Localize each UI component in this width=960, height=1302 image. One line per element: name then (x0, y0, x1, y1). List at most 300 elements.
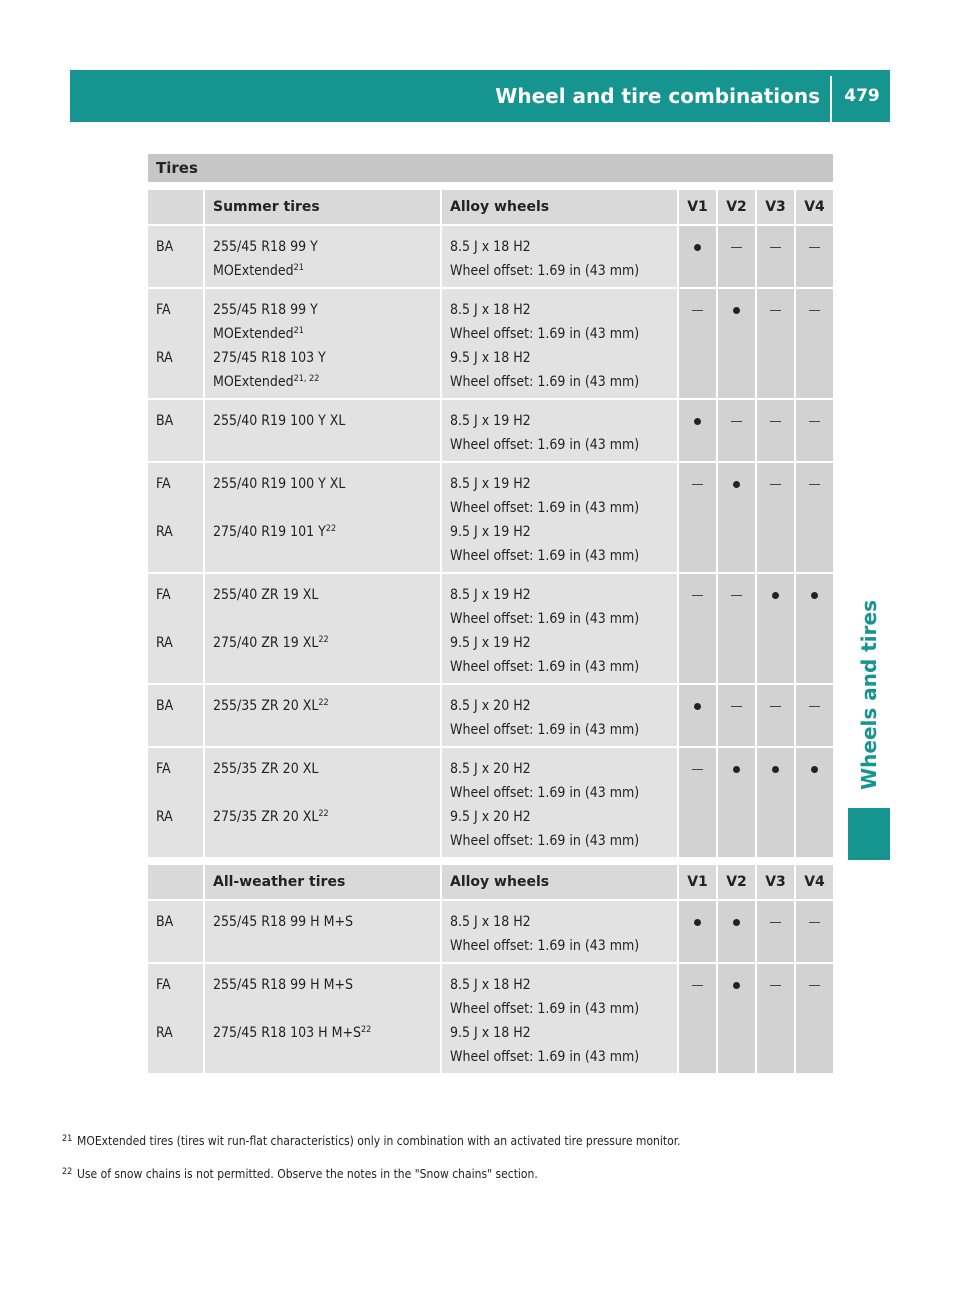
wheel-spec: 8.5 J x 18 H2 (450, 914, 531, 930)
footnote-22 (62, 1166, 822, 1182)
tire-size (213, 805, 440, 829)
approval-mark (796, 409, 833, 433)
all-weather-tires-table (146, 863, 835, 1075)
v4-cell (796, 574, 833, 683)
v-stack (796, 289, 833, 326)
wheel-cell (442, 400, 677, 461)
axle-cell (148, 226, 203, 287)
v3-cell (757, 463, 794, 572)
wheel-spec: Wheel offset: 1.69 in (43 mm) (450, 659, 640, 675)
tire-note (213, 322, 440, 346)
tire-size (213, 910, 440, 934)
not-approved-dash-icon (731, 247, 742, 248)
footnote-ref: 21 (293, 326, 304, 336)
spacer (213, 781, 440, 805)
axle-label: RA (156, 350, 173, 366)
approved-dot-icon (772, 592, 779, 599)
axle-stack (156, 748, 203, 833)
header-title: Wheel and tire combinations (495, 84, 820, 108)
approval-mark (718, 298, 755, 322)
axle-label: BA (156, 914, 174, 930)
v-stack (718, 289, 755, 326)
wheel-spec: 8.5 J x 19 H2 (450, 587, 531, 603)
v4-cell (796, 289, 833, 398)
wheel-cell (442, 901, 677, 962)
v4-cell (796, 901, 833, 962)
v-stack (679, 226, 716, 263)
axle-label: FA (156, 587, 171, 603)
wheel-spec: Wheel offset: 1.69 in (43 mm) (450, 938, 640, 954)
approval-mark (718, 235, 755, 259)
v4-cell (796, 685, 833, 746)
approved-dot-icon (772, 766, 779, 773)
tire-stack (213, 685, 440, 722)
axle-cell (148, 685, 203, 746)
wheel-column-header: Alloy wheels (442, 190, 677, 224)
wheel-spec: Wheel offset: 1.69 in (43 mm) (450, 548, 640, 564)
v-stack (679, 748, 716, 785)
approval-mark (796, 910, 833, 934)
v-stack (679, 964, 716, 1001)
not-approved-dash-icon (809, 310, 820, 311)
v1-cell (679, 685, 716, 746)
v-stack (718, 964, 755, 1001)
not-approved-dash-icon (770, 706, 781, 707)
footnote-ref: 22 (325, 524, 337, 534)
v2-cell (718, 400, 755, 461)
v4-cell (796, 463, 833, 572)
not-approved-dash-icon (692, 484, 703, 485)
not-approved-dash-icon (809, 706, 820, 707)
footnote-ref: 21 (293, 263, 304, 273)
wheel-spec: Wheel offset: 1.69 in (43 mm) (450, 326, 640, 342)
tire-stack (213, 463, 440, 548)
approval-mark (796, 694, 833, 718)
wheel-stack (450, 901, 677, 962)
wheel-spec: Wheel offset: 1.69 in (43 mm) (450, 1001, 640, 1017)
approval-mark (718, 694, 755, 718)
approved-dot-icon (694, 244, 701, 251)
tire-size-text: 255/40 ZR 19 XL (213, 587, 319, 603)
not-approved-dash-icon (770, 310, 781, 311)
approval-mark (757, 298, 794, 322)
tire-size-text: 255/45 R18 99 H M+S (213, 977, 353, 993)
wheel-stack (450, 964, 677, 1073)
not-approved-dash-icon (692, 985, 703, 986)
v-stack (757, 400, 794, 437)
v2-cell (718, 964, 755, 1073)
side-tab-label: Wheels and tires (857, 600, 881, 790)
approved-dot-icon (811, 592, 818, 599)
v-stack (757, 226, 794, 263)
v1-cell (679, 574, 716, 683)
axle-label: FA (156, 977, 171, 993)
axle-cell (148, 964, 203, 1073)
page-header (70, 70, 890, 122)
tire-size (213, 583, 440, 607)
tire-note (213, 259, 440, 283)
v-stack (679, 463, 716, 500)
wheel-cell (442, 685, 677, 746)
v-stack (718, 574, 755, 611)
axle-cell (148, 574, 203, 683)
axle-label: BA (156, 698, 174, 714)
v-stack (718, 226, 755, 263)
approval-mark (796, 472, 833, 496)
wheel-spec: Wheel offset: 1.69 in (43 mm) (450, 500, 640, 516)
v-stack (718, 901, 755, 938)
v1-cell (679, 901, 716, 962)
axle-cell (148, 901, 203, 962)
axle-stack (156, 226, 203, 263)
tire-size-text: 255/40 R19 100 Y XL (213, 476, 346, 492)
approval-mark (679, 472, 716, 496)
approved-dot-icon (694, 703, 701, 710)
approval-mark (757, 757, 794, 781)
not-approved-dash-icon (692, 769, 703, 770)
wheel-spec: Wheel offset: 1.69 in (43 mm) (450, 785, 640, 801)
approved-dot-icon (733, 982, 740, 989)
not-approved-dash-icon (809, 922, 820, 923)
tire-note (213, 370, 440, 394)
tire-size (213, 472, 440, 496)
approval-mark (796, 583, 833, 607)
approval-mark (796, 973, 833, 997)
footnote-number: 21 (62, 1134, 73, 1144)
not-approved-dash-icon (731, 595, 742, 596)
wheel-spec: Wheel offset: 1.69 in (43 mm) (450, 263, 640, 279)
v-stack (796, 901, 833, 938)
v1-column-header: V1 (679, 190, 716, 224)
v1-cell (679, 964, 716, 1073)
v2-cell (718, 901, 755, 962)
table-row (148, 964, 833, 1073)
approved-dot-icon (694, 418, 701, 425)
tire-size (213, 409, 440, 433)
tire-size-text: 255/35 ZR 20 XL (213, 698, 319, 714)
v-stack (757, 574, 794, 611)
v3-cell (757, 400, 794, 461)
tire-cell (205, 289, 440, 398)
footnote-ref: 22 (361, 1025, 372, 1035)
tire-cell (205, 748, 440, 857)
v-stack (796, 226, 833, 263)
tire-size-text: 255/45 R18 99 Y (213, 239, 318, 255)
footnote-text: MOExtended tires (tires wit run-flat characteristics) only in combination with an activated tire pressure monitor. (77, 1134, 681, 1148)
v3-column-header: V3 (757, 865, 794, 899)
table-row (148, 748, 833, 857)
v2-column-header: V2 (718, 190, 755, 224)
v-stack (718, 685, 755, 722)
axle-stack (156, 685, 203, 722)
v4-column-header: V4 (796, 865, 833, 899)
v3-cell (757, 748, 794, 857)
v1-cell (679, 463, 716, 572)
v3-cell (757, 964, 794, 1073)
v-stack (757, 964, 794, 1001)
table-header-row (148, 865, 833, 899)
approval-mark (757, 409, 794, 433)
wheel-cell (442, 574, 677, 683)
approval-mark (796, 757, 833, 781)
spacer (213, 997, 440, 1021)
approved-dot-icon (733, 919, 740, 926)
approval-mark (718, 583, 755, 607)
not-approved-dash-icon (770, 922, 781, 923)
wheel-spec: Wheel offset: 1.69 in (43 mm) (450, 611, 640, 627)
approval-mark (796, 298, 833, 322)
v3-cell (757, 289, 794, 398)
footnote-text: Use of snow chains is not permitted. Observe the notes in the "Snow chains" section. (77, 1167, 538, 1181)
tire-size-text: 275/45 R18 103 Y (213, 350, 326, 366)
v4-cell (796, 226, 833, 287)
wheel-spec: 9.5 J x 18 H2 (450, 1025, 531, 1041)
tire-cell (205, 901, 440, 962)
tire-size-text: 255/35 ZR 20 XL (213, 761, 319, 777)
v4-cell (796, 400, 833, 461)
v2-column-header: V2 (718, 865, 755, 899)
tire-size-text: 275/45 R18 103 H M+S (213, 1025, 362, 1041)
v4-column-header: V4 (796, 190, 833, 224)
v3-cell (757, 685, 794, 746)
footnote-ref: 21, 22 (293, 374, 320, 384)
tire-note-text: MOExtended (213, 374, 294, 390)
table-row (148, 901, 833, 962)
section-title-bar (148, 154, 833, 182)
table-row (148, 289, 833, 398)
wheel-spec: 8.5 J x 20 H2 (450, 698, 531, 714)
tire-cell (205, 685, 440, 746)
approval-mark (679, 583, 716, 607)
v3-cell (757, 901, 794, 962)
tire-stack (213, 400, 440, 437)
wheel-spec: Wheel offset: 1.69 in (43 mm) (450, 374, 640, 390)
wheel-spec: 8.5 J x 19 H2 (450, 413, 531, 429)
approval-mark (757, 583, 794, 607)
wheel-spec: 9.5 J x 19 H2 (450, 635, 531, 651)
approval-mark (679, 298, 716, 322)
axle-label: BA (156, 413, 174, 429)
summer-tires-table (146, 188, 835, 859)
tire-stack (213, 226, 440, 287)
tire-cell (205, 226, 440, 287)
axle-label: RA (156, 809, 173, 825)
wheel-spec: 8.5 J x 18 H2 (450, 302, 531, 318)
axle-cell (148, 400, 203, 461)
v2-cell (718, 574, 755, 683)
wheel-cell (442, 226, 677, 287)
wheel-spec: Wheel offset: 1.69 in (43 mm) (450, 1049, 640, 1065)
v-stack (718, 463, 755, 500)
v4-cell (796, 748, 833, 857)
wheel-spec: 8.5 J x 20 H2 (450, 761, 531, 777)
wheel-stack (450, 400, 677, 461)
approval-mark (679, 973, 716, 997)
v2-cell (718, 748, 755, 857)
tire-column-header: All-weather tires (205, 865, 440, 899)
wheel-spec: 9.5 J x 20 H2 (450, 809, 531, 825)
v-stack (679, 685, 716, 722)
axle-label: FA (156, 302, 171, 318)
axle-cell (148, 463, 203, 572)
v-stack (796, 748, 833, 785)
side-tab-marker (848, 808, 890, 860)
axle-cell (148, 289, 203, 398)
v-stack (796, 400, 833, 437)
footnote-number: 22 (62, 1167, 73, 1177)
axle-stack (156, 289, 203, 374)
approval-mark (796, 235, 833, 259)
footnote-ref: 22 (318, 698, 329, 708)
side-tab (848, 600, 890, 800)
table-row (148, 226, 833, 287)
tire-note-text: MOExtended (213, 263, 294, 279)
tire-cell (205, 574, 440, 683)
wheel-spec: 8.5 J x 18 H2 (450, 977, 531, 993)
tire-note-text: MOExtended (213, 326, 294, 342)
wheel-spec: 8.5 J x 18 H2 (450, 239, 531, 255)
not-approved-dash-icon (731, 421, 742, 422)
approved-dot-icon (733, 766, 740, 773)
approval-mark (718, 409, 755, 433)
approved-dot-icon (694, 919, 701, 926)
approval-mark (757, 694, 794, 718)
wheel-cell (442, 289, 677, 398)
footnote-21 (62, 1133, 822, 1149)
header-divider (830, 76, 832, 122)
axle-stack (156, 964, 203, 1049)
v-stack (679, 289, 716, 326)
tire-size (213, 298, 440, 322)
wheel-stack (450, 289, 677, 398)
approval-mark (679, 694, 716, 718)
tire-size-text: 275/40 ZR 19 XL (213, 635, 319, 651)
v-stack (796, 964, 833, 1001)
wheel-stack (450, 226, 677, 287)
tire-cell (205, 964, 440, 1073)
v2-cell (718, 226, 755, 287)
v-stack (718, 400, 755, 437)
not-approved-dash-icon (692, 310, 703, 311)
tire-stack (213, 574, 440, 659)
v-stack (718, 748, 755, 785)
v3-cell (757, 226, 794, 287)
spacer (213, 496, 440, 520)
approval-mark (718, 910, 755, 934)
v1-column-header: V1 (679, 865, 716, 899)
tire-size (213, 694, 440, 718)
page-number: 479 (844, 86, 880, 106)
approved-dot-icon (733, 307, 740, 314)
approval-mark (718, 472, 755, 496)
footnote-ref: 22 (318, 809, 329, 819)
spacer (213, 607, 440, 631)
approval-mark (679, 910, 716, 934)
not-approved-dash-icon (809, 985, 820, 986)
footnote-ref: 22 (318, 635, 329, 645)
not-approved-dash-icon (731, 706, 742, 707)
v-stack (796, 574, 833, 611)
not-approved-dash-icon (809, 421, 820, 422)
axle-label: RA (156, 635, 173, 651)
v-stack (679, 901, 716, 938)
v-stack (757, 748, 794, 785)
wheel-stack (450, 463, 677, 572)
tire-stack (213, 901, 440, 938)
v1-cell (679, 226, 716, 287)
wheel-spec: 9.5 J x 18 H2 (450, 350, 531, 366)
wheel-stack (450, 574, 677, 683)
axle-stack (156, 901, 203, 938)
v2-cell (718, 685, 755, 746)
approval-mark (718, 757, 755, 781)
table-row (148, 400, 833, 461)
approval-mark (679, 235, 716, 259)
approved-dot-icon (733, 481, 740, 488)
wheel-stack (450, 685, 677, 746)
table-header-row (148, 190, 833, 224)
axle-label: RA (156, 524, 173, 540)
v4-cell (796, 964, 833, 1073)
tire-size-text: 275/35 ZR 20 XL (213, 809, 319, 825)
tire-size (213, 973, 440, 997)
v-stack (796, 685, 833, 722)
wheel-column-header: Alloy wheels (442, 865, 677, 899)
approved-dot-icon (811, 766, 818, 773)
tire-size (213, 520, 440, 544)
v3-column-header: V3 (757, 190, 794, 224)
v-stack (679, 574, 716, 611)
axle-label: BA (156, 239, 174, 255)
tire-stack (213, 748, 440, 833)
wheel-cell (442, 964, 677, 1073)
v-stack (679, 400, 716, 437)
tire-size (213, 757, 440, 781)
axle-column-header (148, 190, 203, 224)
tire-size (213, 235, 440, 259)
axle-cell (148, 748, 203, 857)
v2-cell (718, 289, 755, 398)
wheel-spec: 8.5 J x 19 H2 (450, 476, 531, 492)
tire-size-text: 255/45 R18 99 Y (213, 302, 318, 318)
tire-size-text: 255/45 R18 99 H M+S (213, 914, 353, 930)
v3-cell (757, 574, 794, 683)
approval-mark (757, 973, 794, 997)
v-stack (757, 463, 794, 500)
axle-stack (156, 400, 203, 437)
v-stack (757, 901, 794, 938)
v1-cell (679, 748, 716, 857)
axle-label: FA (156, 476, 171, 492)
not-approved-dash-icon (770, 484, 781, 485)
v-stack (757, 685, 794, 722)
v-stack (796, 463, 833, 500)
v1-cell (679, 289, 716, 398)
tire-cell (205, 400, 440, 461)
axle-stack (156, 463, 203, 548)
approval-mark (679, 757, 716, 781)
not-approved-dash-icon (770, 247, 781, 248)
tire-stack (213, 964, 440, 1049)
tire-cell (205, 463, 440, 572)
tire-size-text: 255/40 R19 100 Y XL (213, 413, 346, 429)
axle-column-header (148, 865, 203, 899)
axle-stack (156, 574, 203, 659)
tire-column-header: Summer tires (205, 190, 440, 224)
approval-mark (757, 235, 794, 259)
not-approved-dash-icon (770, 985, 781, 986)
approval-mark (679, 409, 716, 433)
